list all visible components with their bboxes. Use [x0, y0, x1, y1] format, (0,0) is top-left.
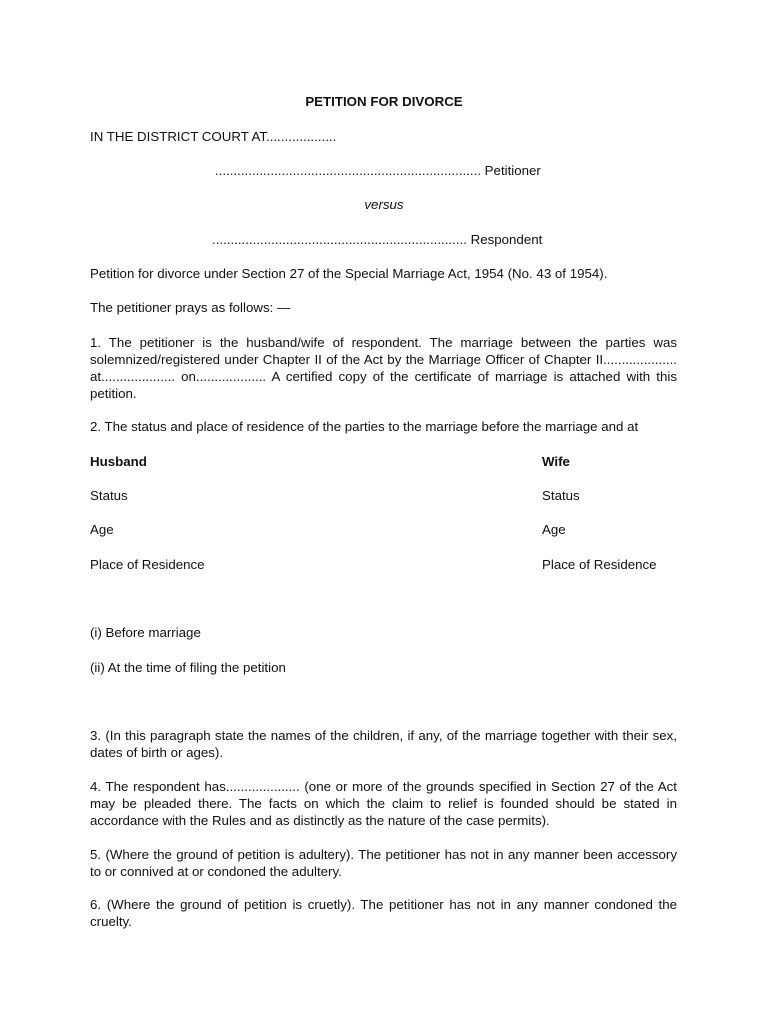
petitioner-line: ........................................................................ Petitioner [215, 163, 541, 178]
husband-status: Status [90, 488, 128, 503]
paragraph-1: 1. The petitioner is the husband/wife of respondent. The marriage between the parties was solemnized/registered under Chapter II of the Act by the Marriage Officer of Chapter II.................... at.................... on................... A certified copy of the certificate of marriage is attached with this petition. [90, 335, 677, 401]
paragraph-2: 2. The status and place of residence of the parties to the marriage before the marriage and at [90, 419, 639, 434]
husband-heading: Husband [90, 454, 147, 469]
paragraph-5: 5. (Where the ground of petition is adultery). The petitioner has not in any manner been accessory to or connived at or condoned the adultery. [90, 847, 677, 879]
husband-residence: Place of Residence [90, 557, 205, 572]
versus-text: versus [364, 197, 404, 212]
court-line: IN THE DISTRICT COURT AT................... [90, 129, 337, 144]
wife-status: Status [542, 488, 580, 503]
before-marriage-item: (i) Before marriage [90, 625, 201, 640]
wife-age: Age [542, 522, 566, 537]
paragraph-3: 3. (In this paragraph state the names of the children, if any, of the marriage together with their sex, dates of birth or ages). [90, 728, 677, 760]
paragraph-4: 4. The respondent has.................... (one or more of the grounds specified in Section 27 of the Act may be pleaded there. The facts on which the claim to relief is founded should be stated in accordance with the Rules and as distinctly as the nature of the case permits). [90, 779, 677, 828]
prays-line: The petitioner prays as follows: — [90, 300, 291, 315]
wife-heading: Wife [542, 454, 570, 469]
husband-age: Age [90, 522, 114, 537]
intro-paragraph: Petition for divorce under Section 27 of the Special Marriage Act, 1954 (No. 43 of 1954). [90, 266, 608, 281]
document-title: PETITION FOR DIVORCE [305, 94, 463, 109]
respondent-line: ..................................................................... Respondent [212, 232, 543, 247]
paragraph-6: 6. (Where the ground of petition is cruetly). The petitioner has not in any manner condoned the cruelty. [90, 897, 677, 929]
filing-item: (ii) At the time of filing the petition [90, 660, 286, 675]
wife-residence: Place of Residence [542, 557, 657, 572]
